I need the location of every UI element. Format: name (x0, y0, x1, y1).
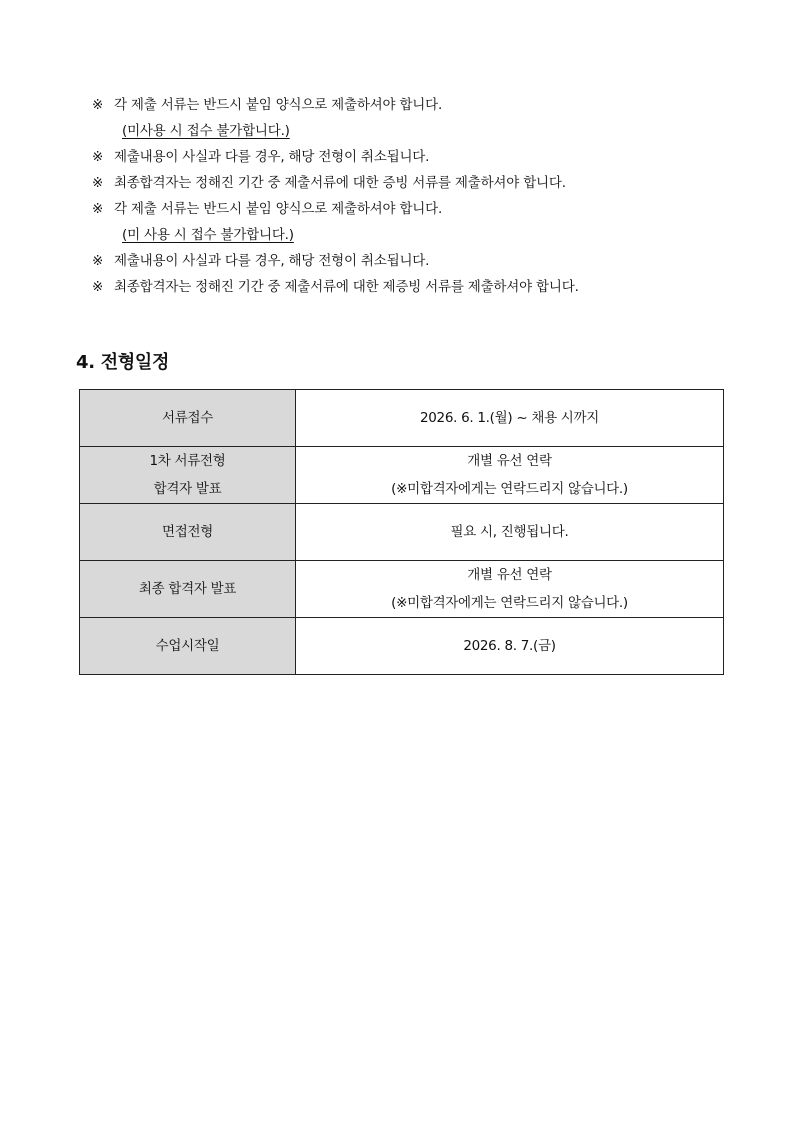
note-item (92, 144, 772, 170)
notes-list (92, 92, 772, 300)
schedule-label-cell (80, 447, 296, 504)
schedule-value: 개별 유선 연락 (467, 453, 552, 469)
note-item (92, 274, 772, 300)
note-subtext (92, 222, 772, 248)
schedule-value: 필요 시, 진행됩니다. (450, 524, 569, 540)
table-row (80, 504, 724, 561)
reference-mark: ※ (92, 279, 104, 295)
reference-mark: ※ (92, 97, 104, 113)
note-item (92, 196, 772, 222)
table-row (80, 618, 724, 675)
note-text: 각 제출 서류는 반드시 붙임 양식으로 제출하셔야 합니다. (114, 201, 443, 217)
section-title: 4. 전형일정 (76, 352, 170, 373)
schedule-label-cell (80, 390, 296, 447)
table-row (80, 561, 724, 618)
schedule-value-cell (296, 390, 724, 447)
note-text: 최종합격자는 정해진 기간 중 제출서류에 대한 증빙 서류를 제출하셔야 합니다. (114, 175, 566, 191)
note-item (92, 248, 772, 274)
note-subtext-text: (미사용 시 접수 불가합니다.) (122, 123, 290, 139)
schedule-value: (※미합격자에게는 연락드리지 않습니다.) (391, 481, 628, 497)
schedule-label: 최종 합격자 발표 (138, 581, 237, 597)
schedule-value: (※미합격자에게는 연락드리지 않습니다.) (391, 595, 628, 611)
schedule-label-cell (80, 504, 296, 561)
reference-mark: ※ (92, 253, 104, 269)
note-text: 제출내용이 사실과 다를 경우, 해당 전형이 취소됩니다. (114, 149, 430, 165)
schedule-label-cell (80, 618, 296, 675)
schedule-label-cell (80, 561, 296, 618)
schedule-value-cell (296, 504, 724, 561)
schedule-value-cell (296, 618, 724, 675)
note-subtext-text: (미 사용 시 접수 불가합니다.) (122, 227, 294, 243)
note-text: 각 제출 서류는 반드시 붙임 양식으로 제출하셔야 합니다. (114, 97, 443, 113)
schedule-label: 면접전형 (162, 524, 213, 540)
table-row (80, 390, 724, 447)
reference-mark: ※ (92, 201, 104, 217)
reference-mark: ※ (92, 149, 104, 165)
schedule-label: 합격자 발표 (153, 481, 222, 497)
schedule-label: 서류접수 (162, 410, 213, 426)
schedule-label: 1차 서류전형 (149, 453, 226, 469)
schedule-label: 수업시작일 (155, 638, 220, 654)
note-text: 최종합격자는 정해진 기간 중 제출서류에 대한 제증빙 서류를 제출하셔야 합니다. (114, 279, 579, 295)
schedule-value: 2026. 8. 7.(금) (463, 638, 556, 654)
schedule-value-cell (296, 447, 724, 504)
reference-mark: ※ (92, 175, 104, 191)
schedule-value: 개별 유선 연락 (467, 567, 552, 583)
schedule-value-cell (296, 561, 724, 618)
note-item (92, 92, 772, 118)
schedule-table (79, 389, 724, 675)
note-item (92, 170, 772, 196)
note-text: 제출내용이 사실과 다를 경우, 해당 전형이 취소됩니다. (114, 253, 430, 269)
schedule-value: 2026. 6. 1.(월) ~ 채용 시까지 (419, 410, 600, 426)
note-subtext (92, 118, 772, 144)
table-row (80, 447, 724, 504)
